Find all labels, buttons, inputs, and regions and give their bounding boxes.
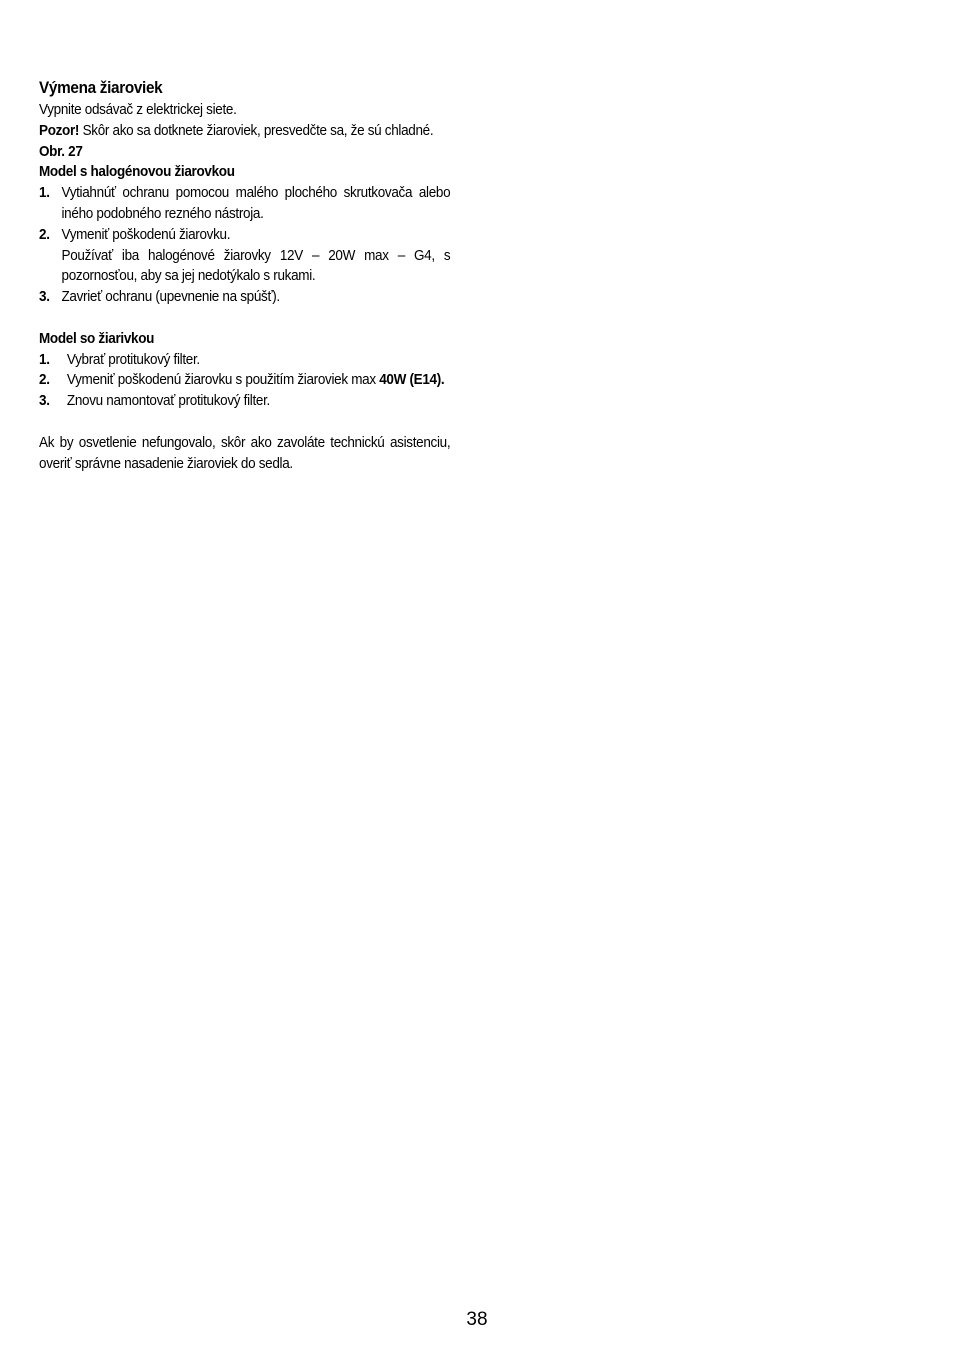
step-text: Zavrieť ochranu (upevnenie na spúšť).	[61, 288, 280, 306]
halogen-title: Model s halogénovou žiarovkou	[39, 163, 235, 181]
step-number: 2.	[39, 371, 50, 389]
step-text: Vytiahnúť ochranu pomocou malého plochého skrutkovača alebo iného podobného rezného nástroja.	[61, 184, 451, 222]
step-number: 1.	[39, 184, 50, 202]
step-number: 2.	[39, 225, 50, 243]
note-paragraph: Ak by osvetlenie nefungovalo, skôr ako zavoláte technickú asistenciu, overiť správne nasadenie žiaroviek do sedla.	[39, 433, 451, 472]
halogen-steps	[39, 183, 450, 308]
bulb-title: Model so žiarivkou	[39, 329, 155, 347]
step-number: 3.	[39, 288, 50, 306]
section-title: Výmena žiaroviek	[39, 78, 163, 97]
step-text-block	[67, 370, 450, 391]
figure-reference: Obr. 27	[39, 142, 83, 160]
step-number: 1.	[39, 350, 50, 368]
page-number: 38	[466, 1309, 488, 1330]
list-item	[39, 370, 450, 391]
step-text-bold: 40W (E14).	[379, 371, 445, 389]
step-text-continued: Používať iba halogénové žiarovky 12V – 20W max – G4, s pozornosťou, aby sa jej nedotýkalo s rukami.	[61, 246, 451, 285]
list-item	[39, 287, 450, 308]
bulb-steps	[39, 350, 450, 412]
list-item	[39, 350, 450, 371]
warning-label: Pozor!	[39, 121, 80, 139]
warning-paragraph	[39, 121, 450, 142]
list-item	[39, 183, 450, 225]
content-column	[39, 76, 450, 474]
intro-text: Vypnite odsávač z elektrickej siete.	[39, 101, 237, 118]
warning-text: Skôr ako sa dotknete žiaroviek, presvedčte sa, že sú chladné.	[82, 121, 434, 139]
list-item	[39, 225, 450, 287]
step-text: Vymeniť poškodenú žiarovku s použitím žiaroviek max	[66, 371, 376, 389]
step-text: Vymeniť poškodenú žiarovku.	[61, 225, 231, 243]
step-number: 3.	[39, 392, 50, 410]
spacer	[39, 308, 450, 329]
list-item	[39, 391, 450, 412]
spacer	[39, 412, 450, 433]
step-text-block	[62, 225, 451, 287]
step-text: Znovu namontovať protitukový filter.	[66, 392, 270, 410]
step-text: Vybrať protitukový filter.	[66, 350, 200, 368]
